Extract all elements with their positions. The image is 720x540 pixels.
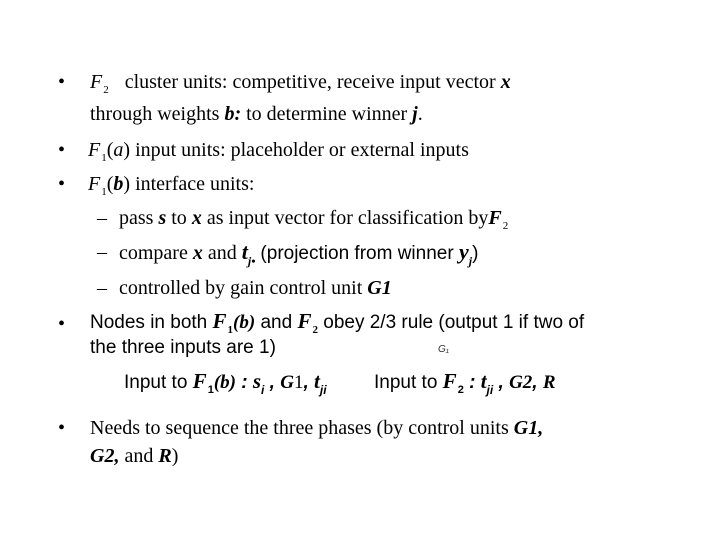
bullet-5-line-1: Needs to sequence the three phases (by control units G1,: [90, 417, 544, 439]
input-to-f1-equation: Input to $F_1(b)$ : $s_i$ , G1, $t_{ji}$: [124, 369, 327, 397]
sub-item-dash: –: [97, 207, 107, 229]
bullet-marker: •: [58, 71, 66, 93]
sub-item-dash: –: [97, 277, 107, 299]
bullet-marker: •: [58, 417, 66, 439]
bullet-1-text: cluster units: competitive, receive input vector: [124, 71, 501, 93]
bullet-1-line-1: $F_2$ cluster units: competitive, receive input vector x: [90, 71, 511, 96]
sub-item-compare: compare x and $t_{j•}$ (projection from winner $y_j$): [119, 239, 479, 268]
f2-symbol: $F_2$: [90, 71, 109, 96]
sub-item-dash: –: [97, 241, 107, 263]
input-to-f2-equation: Input to $F_2$ : $t_{ji}$ , G2, R: [374, 369, 556, 397]
bullet-1-line-2: through weights b: to determine winner j.: [90, 103, 423, 125]
bullet-3-text: interface units:: [135, 173, 255, 195]
f1b-symbol: $F_1(b)$: [88, 173, 131, 198]
sub-item-pass: pass s to x as input vector for classification byF$_2$: [119, 207, 509, 232]
bullet-3-line: [88, 172, 254, 199]
g1-label: G₁: [438, 344, 449, 355]
bullet-marker: •: [58, 139, 66, 161]
bullet-marker: •: [58, 173, 66, 195]
bullet-marker: •: [58, 313, 66, 335]
f1a-symbol: $F_1(a)$: [88, 139, 131, 164]
f2-symbol: $F_2$: [297, 309, 318, 336]
bullet-4-line-2: the three inputs are 1): [90, 337, 276, 358]
bullet-4-line-1: Nodes in both $F_1(b)$ and $F_2$ obey 2/3 rule (output 1 if two of: [90, 309, 585, 336]
bullet-2-text: input units: placeholder or external inputs: [135, 139, 469, 161]
f1b-symbol: $F_1(b)$: [212, 309, 256, 336]
bullet-2-line: [88, 138, 469, 165]
sub-item-controlled: controlled by gain control unit G1: [119, 277, 392, 299]
bullet-5-line-2: G2, and R): [90, 445, 179, 467]
f2-symbol: $F_2$: [488, 207, 509, 232]
